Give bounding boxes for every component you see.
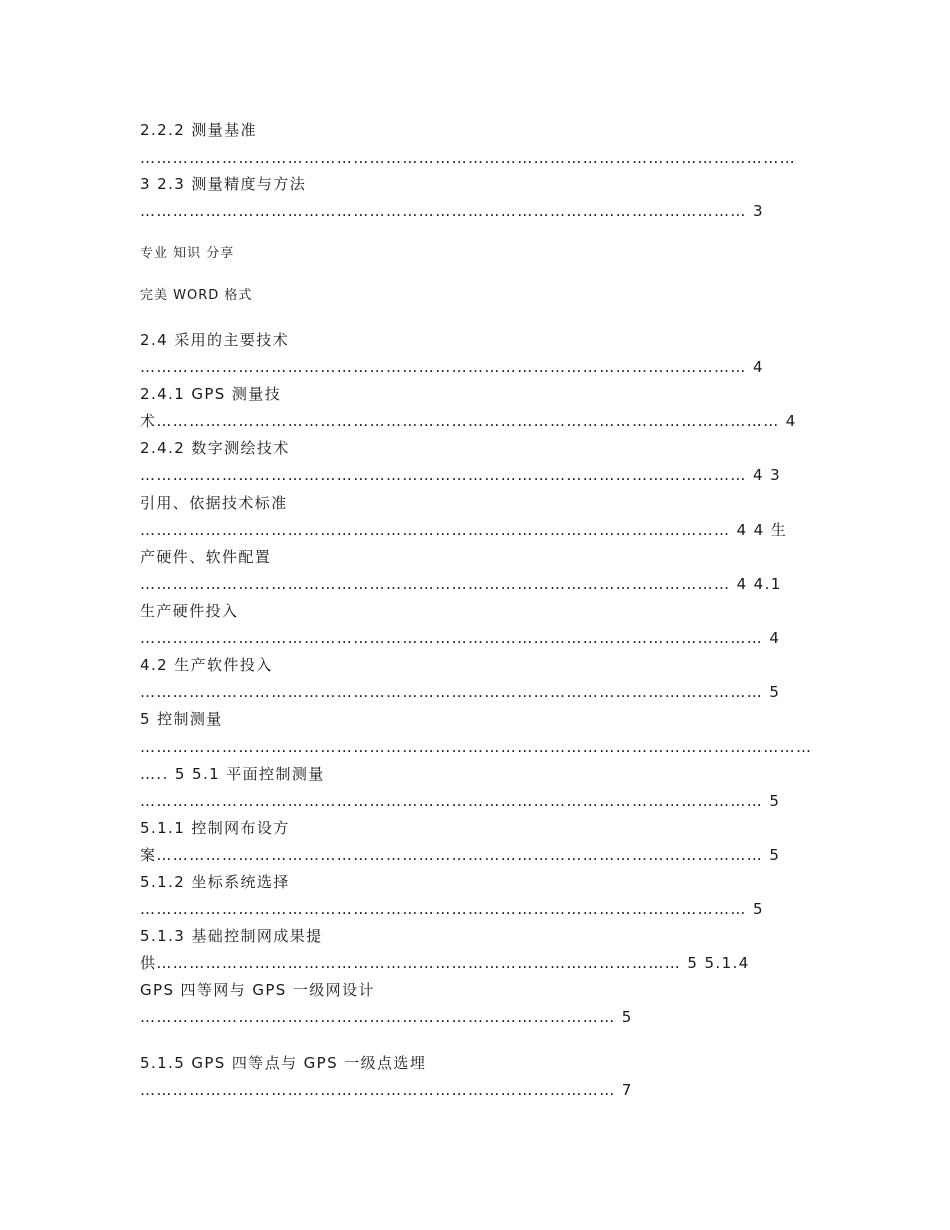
toc-entry-2-4-1: 2.4.1 GPS 测量技 [140,385,282,403]
toc-leader: 术…………………………………………………………………………………………………… 4 [140,412,797,430]
toc-entry-5-1-3: 5.1.3 基础控制网成果提 [140,927,323,945]
toc-leader: …………………………………………………………………………………………………… 4 [140,629,781,647]
toc-entry-4: 产硬件、软件配置 [140,548,272,566]
toc-leader: 供…………………………………………………………………………………… 5 5.1.4 [140,954,750,972]
toc-entry-4-2: 4.2 生产软件投入 [140,656,273,674]
toc-leader: …………………………………………………………………………………………………… 5 [140,683,781,701]
watermark-line-2: 完美 WORD 格式 [140,288,253,303]
toc-leader: ………………………………………………………………………………………………… 5 [140,900,764,918]
toc-entry-5-1-2: 5.1.2 坐标系统选择 [140,873,290,891]
toc-entry-5-1-4: GPS 四等网与 GPS 一级网设计 [140,981,375,999]
toc-entry-5-1-1: 5.1.1 控制网布设方 [140,819,290,837]
toc-leader: ……………………………………………………………………………………………… 4 4 生 [140,521,788,539]
toc-leader: …………………………………………………………………………… 5 [140,1008,633,1026]
toc-entry-2-3: 3 2.3 测量精度与方法 [140,175,307,193]
toc-entry-4-1: 生产硬件投入 [140,602,239,620]
toc-leader: ……………………………………………………………………………………………… 4 4.1 [140,575,782,593]
toc-leader: ………………………………………………………………………………………………… 3 [140,202,764,220]
watermark-line-1: 专业 知识 分享 [140,246,235,261]
toc-entry-5: 5 控制测量 [140,710,223,728]
toc-leader: …………………………………………………………………………… 7 [140,1081,633,1099]
toc-leader: 案………………………………………………………………………………………………… 5 [140,846,781,864]
toc-entry-5-1: ….. 5 5.1 平面控制测量 [140,765,325,783]
toc-leader: …………………………………………………………………………………………………………… [140,738,813,756]
toc-leader: ………………………………………………………………………………………………… 4 [140,358,764,376]
toc-entry-5-1-5: 5.1.5 GPS 四等点与 GPS 一级点选埋 [140,1054,427,1072]
toc-leader: …………………………………………………………………………………………………… 5 [140,792,781,810]
toc-leader: ………………………………………………………………………………………………………… [140,149,796,167]
toc-entry-2-4: 2.4 采用的主要技术 [140,331,290,349]
toc-entry-2-2-2: 2.2.2 测量基准 [140,121,257,139]
toc-entry-3: 引用、依据技术标准 [140,494,288,512]
toc-entry-2-4-2: 2.4.2 数字测绘技术 [140,439,290,457]
toc-leader: ………………………………………………………………………………………………… 4 3 [140,466,782,484]
